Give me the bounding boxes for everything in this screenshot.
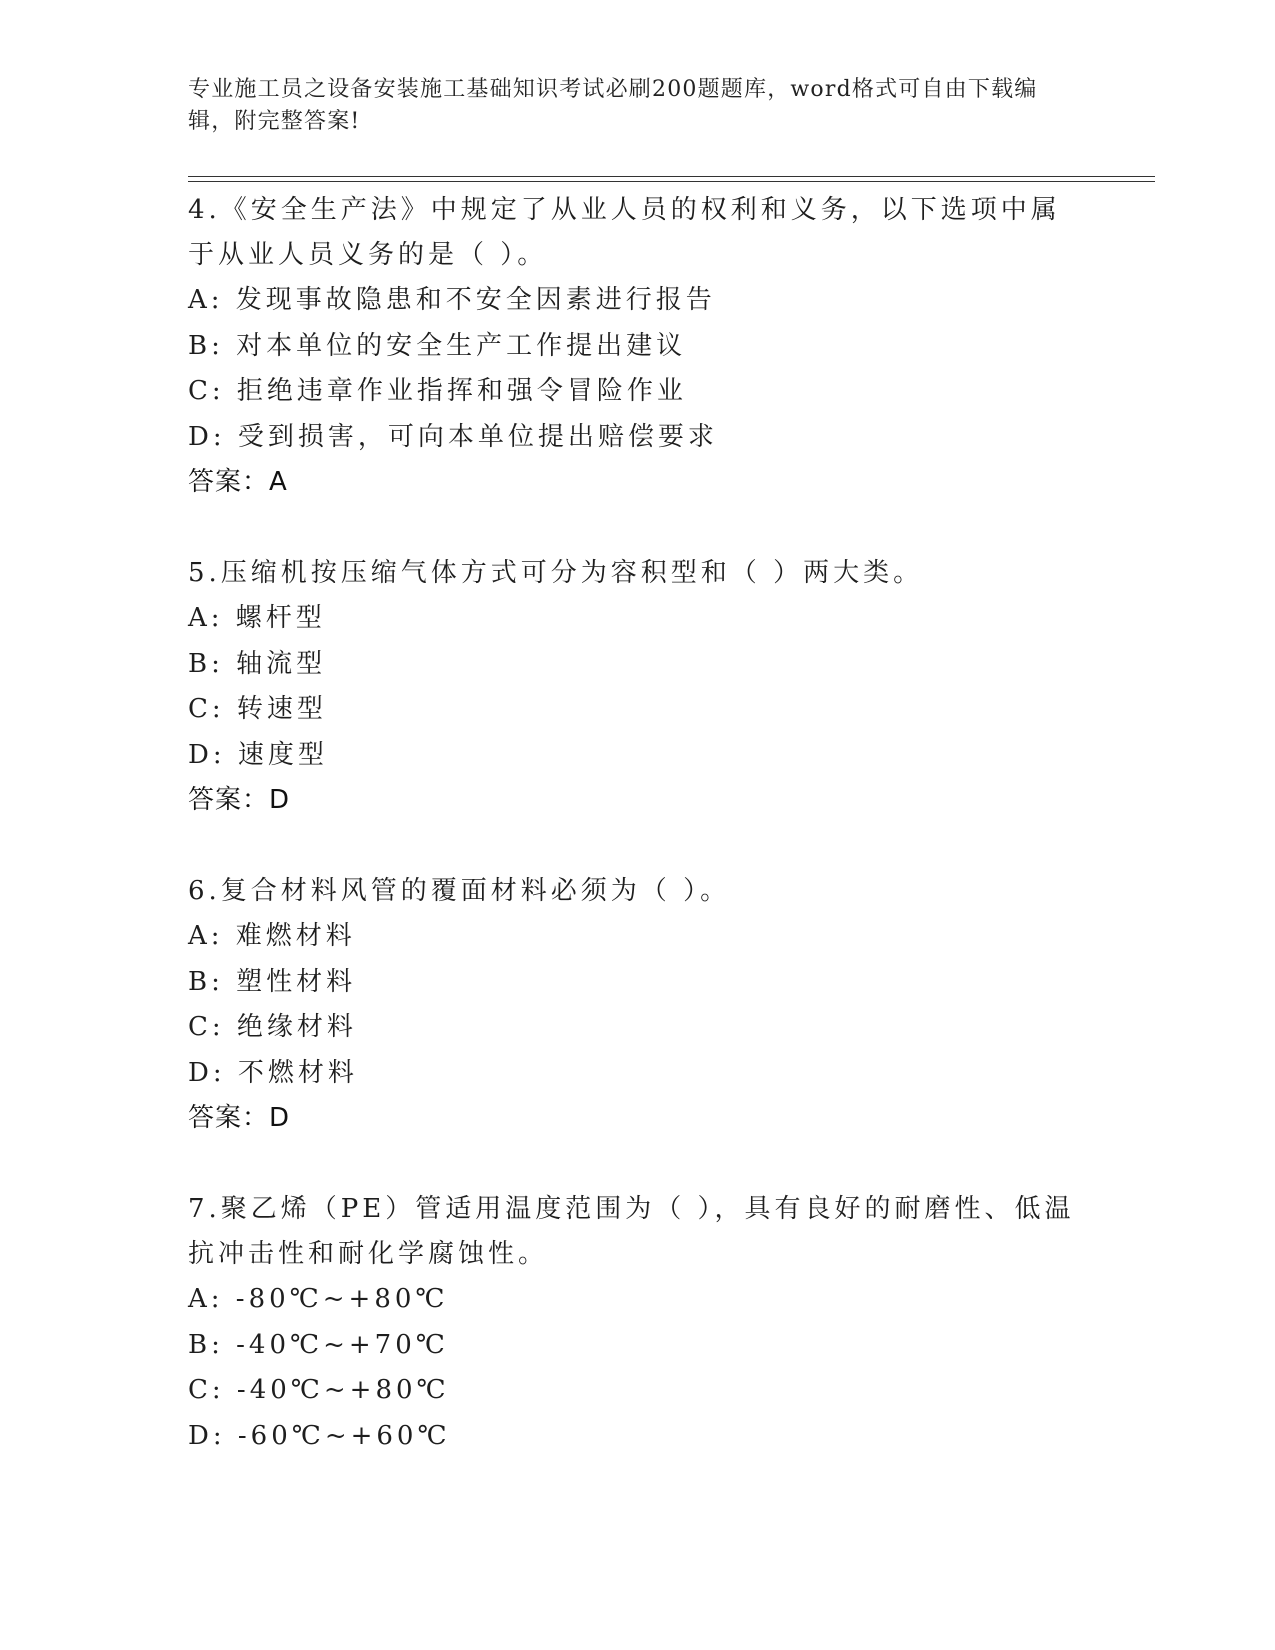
- option-c: C: 绝缘材料: [188, 1012, 357, 1042]
- question-spacer: [188, 1141, 1088, 1187]
- option-b: B: 对本单位的安全生产工作提出建议: [188, 330, 687, 361]
- question-4: [188, 188, 1088, 505]
- answer-line: 答案：D: [188, 1103, 291, 1133]
- header-divider-top: [188, 176, 1155, 177]
- option-a: A: -80℃~+80℃: [188, 1284, 449, 1314]
- option-d: D: 速度型: [188, 739, 328, 770]
- option-b: B: -40℃~+70℃: [188, 1329, 449, 1360]
- option-d: D: 受到损害，可向本单位提出赔偿要求: [188, 421, 718, 452]
- question-6: [188, 869, 1088, 1141]
- option-c: C: 拒绝违章作业指挥和强令冒险作业: [188, 376, 687, 406]
- option-a: A: 难燃材料: [188, 921, 356, 951]
- option-b: B: 轴流型: [188, 648, 327, 679]
- option-c: C: 转速型: [188, 694, 327, 724]
- answer-line: 答案：D: [188, 785, 291, 815]
- question-list: [188, 188, 1088, 1459]
- question-stem: 7.聚乙烯（PE）管适用温度范围为（ ），具有良好的耐磨性、低温抗冲击性和耐化学腐蚀性。: [188, 1194, 1075, 1269]
- document-header: 专业施工员之设备安装施工基础知识考试必刷200题题库，word格式可自由下载编辑，附完整答案!: [188, 77, 1038, 134]
- question-stem: 6.复合材料风管的覆面材料必须为（ ）。: [188, 876, 731, 906]
- question-spacer: [188, 505, 1088, 551]
- question-stem: 5.压缩机按压缩气体方式可分为容积型和（ ）两大类。: [188, 558, 924, 588]
- header-divider-bottom: [188, 181, 1155, 182]
- option-c: C: -40℃~+80℃: [188, 1375, 450, 1405]
- question-stem: 4.《安全生产法》中规定了从业人员的权利和义务，以下选项中属于从业人员义务的是（ ）。: [188, 195, 1061, 270]
- option-d: D: 不燃材料: [188, 1057, 358, 1088]
- option-a: A: 螺杆型: [188, 603, 326, 633]
- option-b: B: 塑性材料: [188, 966, 357, 997]
- option-a: A: 发现事故隐患和不安全因素进行报告: [188, 285, 716, 315]
- question-7: [188, 1187, 1088, 1459]
- question-5: [188, 551, 1088, 823]
- option-d: D: -60℃~+60℃: [188, 1420, 451, 1451]
- answer-line: 答案：A: [188, 467, 288, 497]
- question-spacer: [188, 823, 1088, 869]
